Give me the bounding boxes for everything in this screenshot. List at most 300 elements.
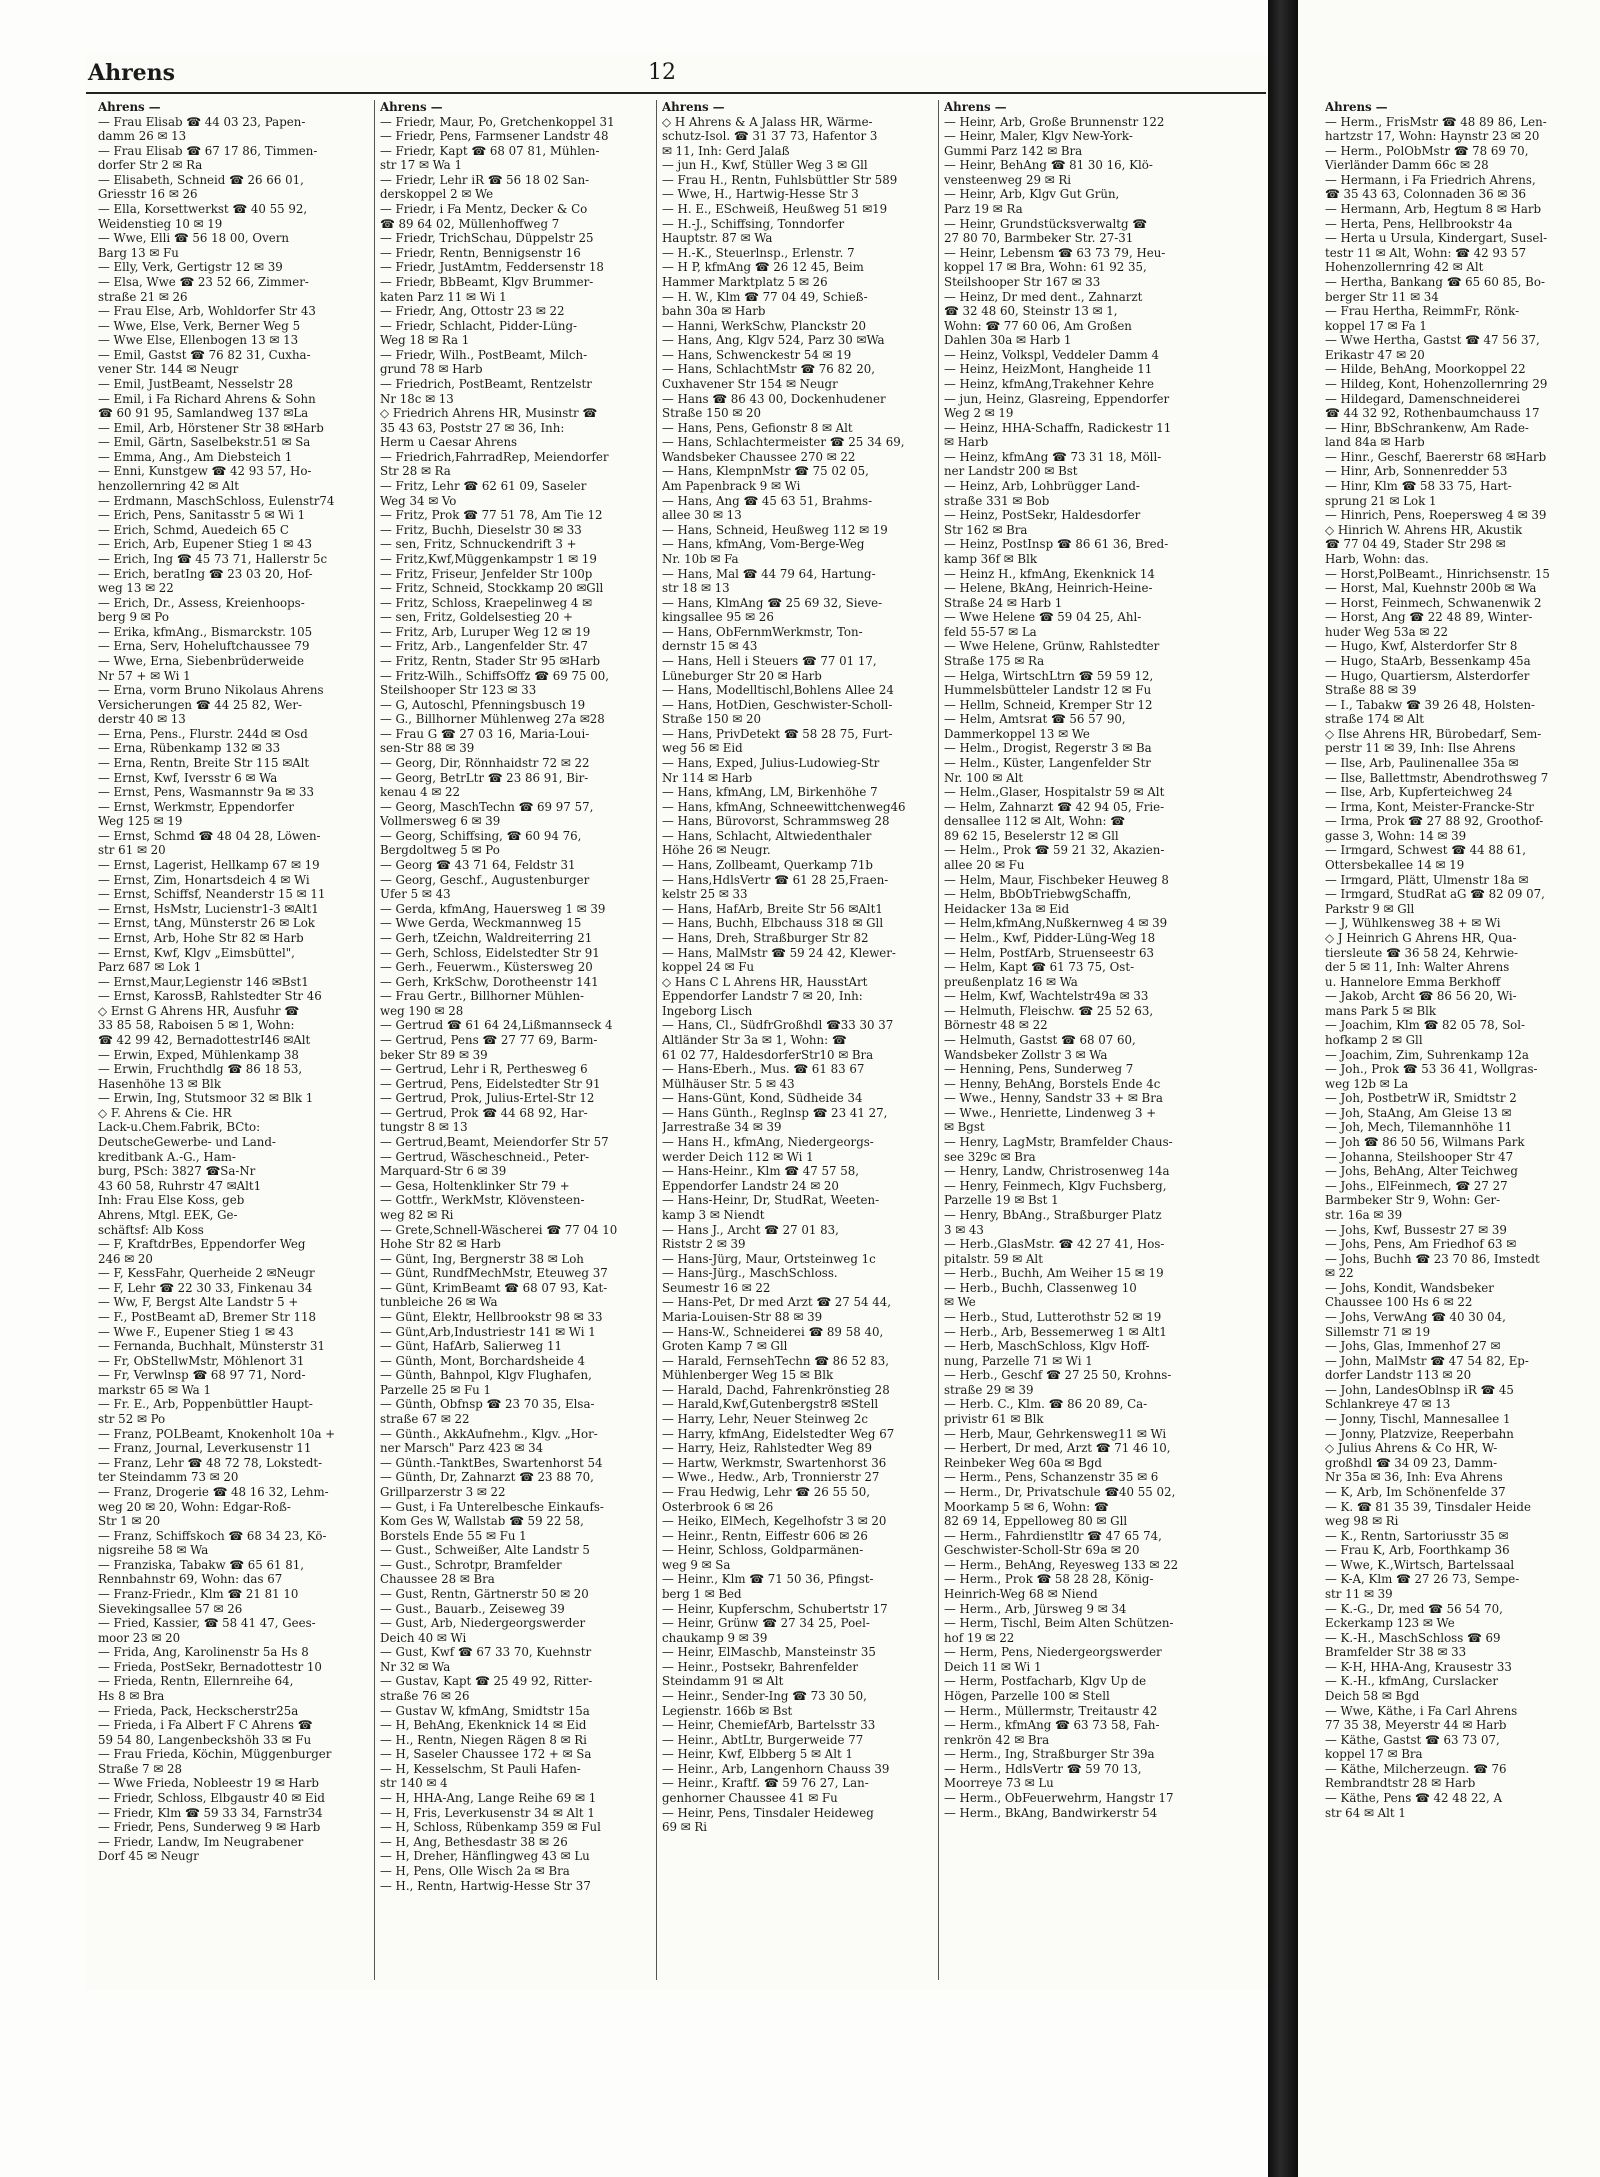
directory-entry-line: Höhe 26 ✉ Neugr. [662,843,771,858]
directory-entry-line: — Gertrud, Prok, Julius-Ertel-Str 12 [380,1091,595,1106]
directory-entry-line: — Fritz, Rentn, Stader Str 95 ✉Harb [380,653,601,668]
directory-entry-line: — Harald,Kwf,Gutenbergstr8 ✉Stell [662,1397,879,1412]
directory-entry-line: — Friedr, Landw, Im Neugrabener [98,1834,304,1849]
directory-entry-line: Eppendorfer Landstr 7 ✉ 20, Inh: [662,989,863,1004]
directory-entry-line: tiersleute ☎ 36 58 24, Kehrwie- [1325,945,1519,960]
directory-entry-line: ◇ J Heinrich G Ahrens HR, Qua- [1325,930,1517,945]
directory-entry-line: Vollmersweg 6 ✉ 39 [380,814,501,829]
directory-entry-line: — Horst,PolBeamt., Hinrichsenstr. 15 [1325,566,1550,581]
directory-entry-line: — Joh ☎ 86 50 56, Wilmans Park [1325,1135,1525,1150]
directory-entry-line: ner Marsch" Parz 423 ✉ 34 [380,1441,544,1456]
directory-entry-line: — Günth., AkkAufnehm., Klgv. „Hor- [380,1426,598,1441]
directory-entry-line: — Hans H., kfmAng, Niedergeorgs- [662,1135,874,1150]
directory-entry-line: — Wwe Gerda, Weckmannweg 15 [380,916,582,931]
directory-entry-line: — Herm., Arb, Jürsweg 9 ✉ 34 [944,1601,1127,1616]
directory-entry-line: — Heinr, Schloss, Goldparmänen- [662,1543,864,1558]
directory-entry-line: — H, Schloss, Rübenkamp 359 ✉ Ful [380,1820,601,1835]
directory-entry-line: — Ernst, Werkmstr, Eppendorfer [98,799,295,814]
directory-entry-line: — Elsa, Wwe ☎ 23 52 66, Zimmer- [98,274,309,289]
directory-entry-line: Barmbeker Str 9, Wohn: Ger- [1325,1193,1501,1208]
directory-entry-line: Parzelle 19 ✉ Bst 1 [944,1193,1059,1208]
directory-entry-line: — Gust., Schrotpr, Bramfelder [380,1557,562,1572]
directory-entry-line: — Hans J., Archt ☎ 27 01 83, [662,1222,839,1237]
directory-entry-line: Legienstr. 166b ✉ Bst [662,1703,793,1718]
directory-entry-line: — Herm., Fahrdienstltr ☎ 47 65 74, [944,1528,1162,1543]
directory-entry-line: — Herb, Maur, Gehrkensweg11 ✉ Wi [944,1426,1167,1441]
column-heading: Ahrens — [1325,100,1388,114]
directory-entry-line: Hasenhöhe 13 ✉ Blk [98,1076,221,1091]
directory-entry-line: Parz 19 ✉ Ra [944,202,1023,217]
directory-entry-line: — Hans-W., Schneiderei ☎ 89 58 40, [662,1324,884,1339]
directory-entry-line: — Emil, JustBeamt, Nesselstr 28 [98,376,293,391]
directory-entry-line: — Wwe F., Eupener Stieg 1 ✉ 43 [98,1324,294,1339]
directory-entry-line: werder Deich 112 ✉ Wi 1 [662,1149,814,1164]
directory-entry-line: Vierländer Damm 66c ✉ 28 [1325,158,1489,173]
directory-entry-line: mans Park 5 ✉ Blk [1325,1003,1437,1018]
directory-entry-line: — Heinr, Kwf, Elbberg 5 ✉ Alt 1 [662,1747,853,1762]
directory-entry-line: genhorner Chaussee 41 ✉ Fu [662,1791,838,1806]
directory-entry-line: grund 78 ✉ Harb [380,362,483,377]
directory-entry-line: hartzstr 17, Wohn: Haynstr 23 ✉ 20 [1325,129,1540,144]
directory-entry-line: Parz 687 ✉ Lok 1 [98,960,202,975]
directory-entry-line: — Heinr., Sender-Ing ☎ 73 30 50, [662,1689,867,1704]
directory-entry-line: — Johs, Pens, Am Friedhof 63 ✉ [1325,1237,1517,1252]
directory-entry-line: Hummelsbütteler Landstr 12 ✉ Fu [944,683,1152,698]
directory-entry-line: — Wwe Frieda, Nobleestr 19 ✉ Harb [98,1776,319,1791]
directory-entry-line: — Gerh, Schloss, Eidelstedter Str 91 [380,945,600,960]
directory-entry-line: Inh: Frau Else Koss, geb [98,1193,245,1208]
directory-entry-line: — Heinz, PostInsp ☎ 86 61 36, Bred- [944,537,1169,552]
directory-entry-line: — Ernst, Schiffsf, Neanderstr 15 ✉ 11 [98,887,326,902]
directory-entry-line: — sen, Fritz, Schnuckendrift 3 + [380,537,577,552]
directory-entry-line: — K.-H., MaschSchloss ☎ 69 [1325,1630,1501,1645]
directory-entry-line: — Fritz, Schloss, Kraepelinweg 4 ✉ [380,595,593,610]
directory-entry-line: — Helm, BbObTriebwgSchaffn, [944,887,1132,902]
directory-entry-line: — Fr, Verwlnsp ☎ 68 97 71, Nord- [98,1368,306,1383]
directory-entry-line: — Frau Elisab ☎ 67 17 86, Timmen- [98,143,318,158]
directory-entry-line: Heidacker 13a ✉ Eid [944,901,1070,916]
directory-entry-line: — Frau Elisab ☎ 44 03 23, Papen- [98,114,306,129]
directory-entry-line: — Gust, Kwf ☎ 67 33 70, Kuehnstr [380,1645,592,1660]
directory-entry-line: 3 ✉ 43 [944,1222,984,1237]
directory-entry-line: — Helga, WirtschLtrn ☎ 59 59 12, [944,668,1154,683]
directory-entry-line: — H.-K., Steuerlnsp., Erlenstr. 7 [662,245,855,260]
directory-entry-line: Lack-u.Chem.Fabrik, BCto: [98,1120,261,1135]
directory-entry-line: — Heinr, Kupferschm, Schubertstr 17 [662,1601,888,1616]
directory-entry-line: — Heinr, Grünw ☎ 27 34 25, Poel- [662,1616,870,1631]
directory-entry-line: — Herb. C., Klm. ☎ 86 20 89, Ca- [944,1397,1148,1412]
directory-entry-line: — Hartw, Werkmstr, Swartenhorst 36 [662,1455,887,1470]
directory-entry-line: Nr. 10b ✉ Fa [662,551,739,566]
directory-entry-line: — H, BehAng, Ekenknick 14 ✉ Eid [380,1718,587,1733]
directory-entry-line: — Frau K, Arb, Foorthkamp 36 [1325,1543,1510,1558]
directory-entry-line: — Franz-Friedr., Klm ☎ 21 81 10 [98,1586,299,1601]
directory-entry-line: — Hans, Modelltischl,Bohlens Allee 24 [662,683,894,698]
directory-entry-line: — K.-G., Dr, med ☎ 56 54 70, [1325,1601,1503,1616]
directory-entry-line: — Hildegard, Damenschneiderei [1325,391,1520,406]
directory-entry-line: — Hinr, Arb, Sonnenredder 53 [1325,464,1508,479]
directory-entry-line: — Günt,Arb,Industriestr 141 ✉ Wi 1 [380,1324,596,1339]
directory-entry-line: gasse 3, Wohn: 14 ✉ 39 [1325,828,1467,843]
directory-entry-line: — Erika, kfmAng., Bismarckstr. 105 [98,624,313,639]
directory-entry-line: Str 1 ✉ 20 [98,1514,161,1529]
directory-entry-line: schutz-Isol. ☎ 31 37 73, Hafentor 3 [662,129,878,144]
directory-entry-line: — Hans, Schneid, Heußweg 112 ✉ 19 [662,522,888,537]
directory-entry-line: Marquard-Str 6 ✉ 39 [380,1164,507,1179]
directory-entry-line: — Heinr, ChemiefArb, Bartelsstr 33 [662,1718,876,1733]
directory-entry-line: hofkamp 2 ✉ Gll [1325,1033,1423,1047]
directory-entry-line: — K., Rentn, Sartoriusstr 35 ✉ [1325,1528,1509,1543]
directory-entry-line: — Fritz, Schneid, Stockkamp 20 ✉Gll [380,581,604,596]
directory-entry-line: str 11 ✉ 39 [1325,1586,1393,1601]
directory-entry-line: der 5 ✉ 11, Inh: Walter Ahrens [1325,960,1510,975]
directory-entry-line: — Herb., Geschf ☎ 27 25 50, Krohns- [944,1368,1172,1383]
directory-entry-line: renkrön 42 ✉ Bra [944,1732,1050,1747]
directory-entry-line: Lüneburger Str 20 ✉ Harb [662,668,822,683]
directory-entry-line: Dammerkoppel 13 ✉ We [944,726,1090,741]
directory-column-4 [944,100,1216,1980]
directory-entry-line: derskoppel 2 ✉ We [380,187,494,202]
directory-entry-line: 61 02 77, HaldesdorferStr10 ✉ Bra [662,1047,874,1062]
header-rule [86,92,1266,94]
directory-entry-line: Eckerkamp 123 ✉ We [1325,1616,1455,1631]
directory-entry-line: ◇ F. Ahrens & Cie. HR [98,1105,232,1120]
directory-entry-line: — Frieda, Rentn, Ellernreihe 64, [98,1674,294,1689]
directory-entry-line: Geschwister-Scholl-Str 69a ✉ 20 [944,1543,1140,1558]
directory-entry-line: Kom Ges W, Wallstab ☎ 59 22 58, [380,1514,584,1529]
directory-entry-line: — Heinr, BehAng ☎ 81 30 16, Klö- [944,158,1153,173]
directory-entry-line: — Heinr, Arb, Klgv Gut Grün, [944,187,1120,202]
directory-entry-line: ◇ Ernst G Ahrens HR, Ausfuhr ☎ [98,1003,300,1018]
directory-entry-line: — Fr. E., Arb, Poppenbüttler Haupt- [98,1397,313,1412]
directory-entry-line: — Käthe, Gastst ☎ 63 73 07, [1325,1732,1500,1747]
directory-entry-line: — Harald, FernsehTechn ☎ 86 52 83, [662,1353,889,1368]
directory-entry-line: katen Parz 11 ✉ Wi 1 [380,289,507,304]
directory-entry-line: — Gerh, KrkSchw, Dorotheenstr 141 [380,974,599,989]
directory-entry-line: Steilshooper Str 167 ✉ 33 [944,274,1101,289]
directory-entry-line: — Herm., ObFeuerwehrm, Hangstr 17 [944,1791,1174,1806]
directory-entry-line: — Wwe Else, Ellenbogen 13 ✉ 13 [98,333,299,348]
directory-entry-line: sen-Str 88 ✉ 39 [380,741,475,756]
directory-entry-line: — Friedr, Pens, Farmsener Landstr 48 [380,129,609,144]
directory-entry-line: Barg 13 ✉ Fu [98,245,179,260]
directory-entry-line: — Johs, Kwf, Bussestr 27 ✉ 39 [1325,1222,1507,1237]
directory-entry-line: Dahlen 30a ✉ Harb 1 [944,333,1072,348]
directory-entry-line: ◇ Hinrich W. Ahrens HR, Akustik [1325,522,1523,537]
directory-entry-line: — Erich, Schmd, Auedeich 65 C [98,522,289,537]
directory-entry-line: — Wwe Helene, Grünw, Rahlstedter [944,639,1160,654]
directory-entry-line: Straße 150 ✉ 20 [662,406,762,421]
directory-entry-line: Straße 24 ✉ Harb 1 [944,595,1063,610]
directory-entry-line: — Hans, HotDien, Geschwister-Scholl- [662,697,893,712]
directory-entry-line: — Georg, BetrLtr ☎ 23 86 91, Bir- [380,770,589,785]
directory-entry-line: — Jakob, Archt ☎ 86 56 20, Wi- [1325,989,1517,1004]
directory-entry-line: Schlankreye 47 ✉ 13 [1325,1397,1451,1412]
directory-entry-line: — Ilse, Ballettmstr, Abendrothsweg 7 [1325,770,1549,785]
directory-entry-line: Parkstr 9 ✉ Gll [1325,901,1415,916]
directory-entry-line: — Fritz, Arb, Luruper Weg 12 ✉ 19 [380,624,591,639]
directory-entry-line: — K-H, HHA-Ang, Krausestr 33 [1325,1659,1512,1674]
directory-entry-line: — Harry, Lehr, Neuer Steinweg 2c [662,1412,868,1427]
directory-entry-line: Nr 32 ✉ Wa [380,1659,451,1674]
directory-entry-line: — Herm, Postfacharb, Klgv Up de [944,1674,1147,1689]
directory-entry-line: Steindamm 91 ✉ Alt [662,1674,784,1689]
directory-entry-line: — Hans, HafArb, Breite Str 56 ✉Alt1 [662,901,883,916]
directory-entry-line: — Helm., Küster, Langenfelder Str [944,756,1151,771]
directory-entry-line: — Joh, Mech, Tilemannhöhe 11 [1325,1120,1513,1135]
directory-entry-line: — Ella, Korsettwerkst ☎ 40 55 92, [98,202,308,217]
directory-entry-line: — Hans, kfmAng, Vom-Berge-Weg [662,537,865,552]
directory-entry-line: Straße 175 ✉ Ra [944,653,1045,668]
directory-entry-line: — Friedr, i Fa Mentz, Decker & Co [380,202,588,217]
directory-entry-line: — Herm., Dr, Privatschule ☎40 55 02, [944,1484,1176,1499]
directory-entry-line: — H, Fris, Leverkusenstr 34 ✉ Alt 1 [380,1805,595,1820]
directory-entry-line: ☎ 89 64 02, Müllenhoffweg 7 [380,216,560,231]
directory-entry-line: Altländer Str 3a ✉ 1, Wohn: ☎ [662,1033,847,1047]
directory-entry-line: — Ernst, HsMstr, Lucienstr1-3 ✉Alt1 [98,901,319,916]
directory-entry-line: Weidenstieg 10 ✉ 19 [98,216,223,231]
directory-column-2 [380,100,652,1980]
directory-entry-line: — Helmuth, Fleischw. ☎ 25 52 63, [944,1003,1154,1018]
directory-entry-line: — Hans, Dreh, Straßburger Str 82 [662,930,869,945]
directory-entry-line: see 329c ✉ Bra [944,1149,1036,1164]
directory-entry-line: — Heinr, Grundstücksverwaltg ☎ [944,216,1147,231]
directory-entry-line: str 18 ✉ 13 [662,581,730,596]
directory-entry-line: — Günt, KrimBeamt ☎ 68 07 93, Kat- [380,1280,608,1295]
directory-entry-line: Rennbahnstr 69, Wohn: das 67 [98,1572,283,1587]
directory-entry-line: straße 76 ✉ 26 [380,1689,470,1704]
directory-entry-line: Chaussee 28 ✉ Bra [380,1572,495,1587]
directory-entry-line: — Johs, Buchh ☎ 23 70 86, Imstedt [1325,1251,1540,1266]
directory-entry-line: Erikastr 47 ✉ 20 [1325,347,1425,362]
directory-entry-line: — Herm., BkAng, Bandwirkerstr 54 [944,1805,1158,1820]
column-divider [656,100,657,1980]
directory-entry-line: — Friedrich,FahrradRep, Meiendorfer [380,449,609,464]
directory-entry-line: — Friedr, JustAmtm, Feddersenstr 18 [380,260,604,275]
directory-entry-line: — Emil, Gastst ☎ 76 82 31, Cuxha- [98,347,311,362]
directory-entry-line: Steilshooper Str 123 ✉ 33 [380,683,537,698]
directory-entry-line: — Ilse, Arb, Paulinenallee 35a ✉ [1325,756,1519,771]
directory-entry-line: — Franz, Journal, Leverkusenstr 11 [98,1441,312,1456]
directory-entry-line: — Friedr, Pens, Sunderweg 9 ✉ Harb [98,1820,321,1835]
directory-entry-line: — Hugo, Kwf, Alsterdorfer Str 8 [1325,639,1518,654]
directory-entry-line: Straße 88 ✉ 39 [1325,683,1417,698]
directory-entry-line: land 84a ✉ Harb [1325,435,1425,450]
directory-entry-line: ✉ Bgst [944,1120,985,1135]
directory-entry-line: sprung 21 ✉ Lok 1 [1325,493,1437,508]
directory-entry-line: — Helm., Kwf, Pidder-Lüng-Weg 18 [944,930,1156,945]
directory-column-5 [1325,100,1600,1980]
directory-entry-line: — sen, Fritz, Goldelsestieg 20 + [380,610,573,625]
directory-entry-line: — Helm.,Glaser, Hospitalstr 59 ✉ Alt [944,785,1165,800]
directory-entry-line: str 17 ✉ Wa 1 [380,158,462,173]
directory-entry-line: — Joachim, Zim, Suhrenkamp 12a [1325,1047,1529,1062]
directory-entry-line: — Heinr., Rentn, Eiffestr 606 ✉ 26 [662,1528,868,1543]
directory-entry-line: — Erich, Arb, Eupener Stieg 1 ✉ 43 [98,537,312,552]
directory-entry-line: — Joachim, Klm ☎ 82 05 78, Sol- [1325,1018,1526,1033]
directory-entry-line: Borstels Ende 55 ✉ Fu 1 [380,1528,527,1543]
directory-entry-line: Sillemstr 71 ✉ 19 [1325,1324,1431,1339]
directory-entry-line: — Hans, ObFernmWerkmstr, Ton- [662,624,863,639]
directory-entry-line: dernstr 15 ✉ 43 [662,639,758,654]
directory-entry-line: — Heinr., Klm ☎ 71 50 36, Pfingst- [662,1572,874,1587]
directory-entry-line: — Helm, PostfArb, Struenseestr 63 [944,945,1155,960]
directory-entry-line: — Emil, Arb, Hörstener Str 38 ✉Harb [98,420,324,435]
bottom-margin [0,1990,1268,2177]
directory-entry-line: — Henry, Landw, Christrosenweg 14a [944,1164,1170,1179]
directory-entry-line: weg 20 ✉ 20, Wohn: Edgar-Roß- [98,1499,291,1514]
directory-entry-line: — Jonny, Platzvize, Reeperbahn [1325,1426,1514,1441]
directory-entry-line: — Irmgard, Schwest ☎ 44 88 61, [1325,843,1526,858]
directory-entry-line: privistr 61 ✉ Blk [944,1412,1044,1427]
directory-entry-line: — Günt, HafArb, Salierweg 11 [380,1339,562,1354]
directory-entry-line: — Frau Hertha, ReimmFr, Rönk- [1325,304,1520,319]
directory-entry-line: — Herb., Stud, Lutterothstr 52 ✉ 19 [944,1309,1162,1324]
column-heading: Ahrens — [98,100,161,114]
directory-entry-line: Griesstr 16 ✉ 26 [98,187,198,202]
directory-entry-line: — G., Billhorner Mühlenweg 27a ✉28 [380,712,605,727]
directory-entry-line: koppel 24 ✉ Fu [662,960,755,975]
directory-entry-line: — Emil, Gärtn, Saselbekstr.51 ✉ Sa [98,435,311,450]
directory-entry-line: 246 ✉ 20 [98,1251,153,1266]
directory-entry-line: — Gottfr., WerkMstr, Klövensteen- [380,1193,585,1208]
directory-entry-line: — Irmgard, Plätt, Ulmenstr 18a ✉ [1325,872,1529,887]
directory-entry-line: weg 12b ✉ La [1325,1076,1409,1091]
directory-entry-line: — H P, kfmAng ☎ 26 12 45, Beim [662,260,864,275]
directory-entry-line: 89 62 15, Beselerstr 12 ✉ Gll [944,828,1119,843]
directory-entry-line: — Henning, Pens, Sunderweg 7 [944,1062,1134,1077]
directory-entry-line: — Wwe., Henriette, Lindenweg 3 + [944,1105,1157,1120]
directory-entry-line: — Helm,kfmAng,Nußkernweg 4 ✉ 39 [944,916,1168,931]
directory-entry-line: Parzelle 25 ✉ Fu 1 [380,1382,491,1397]
directory-entry-line: — Wwe, H., Hartwig-Hesse Str 3 [662,187,859,202]
directory-entry-line: — Herbert, Dr med, Arzt ☎ 71 46 10, [944,1441,1171,1456]
directory-entry-line: henzollernring 42 ✉ Alt [98,479,239,494]
directory-entry-line: berg 1 ✉ Bed [662,1586,742,1601]
directory-entry-line: testr 11 ✉ Alt, Wohn: ☎ 42 93 57 [1325,245,1527,260]
directory-entry-line: — Ernst,Maur,Legienstr 146 ✉Bst1 [98,974,309,989]
directory-entry-line: Mühlenberger Weg 15 ✉ Blk [662,1368,834,1383]
directory-entry-line: — Günt, Ing, Bergnerstr 38 ✉ Loh [380,1251,584,1266]
directory-entry-line: — G, Autoschl, Pfenningsbusch 19 [380,697,586,712]
directory-entry-line: — Irmgard, StudRat aG ☎ 82 09 07, [1325,887,1545,902]
directory-entry-line: — jun, Heinz, Glasreing, Eppendorfer [944,391,1170,406]
directory-entry-line: DeutscheGewerbe- und Land- [98,1135,276,1150]
directory-entry-line: — Herm, Pens, Niedergeorgswerder [944,1645,1162,1660]
directory-entry-line: Jarrestraße 34 ✉ 39 [662,1120,782,1135]
directory-entry-line: — Ilse, Arb, Kupferteichweg 24 [1325,785,1513,800]
directory-entry-line: Seumestr 16 ✉ 22 [662,1280,771,1295]
directory-entry-line: Heinrich-Weg 68 ✉ Niend [944,1586,1098,1601]
directory-entry-line: — Erna, vorm Bruno Nikolaus Ahrens [98,683,324,698]
directory-entry-line: — Friedr, Schlacht, Pidder-Lüng- [380,318,578,333]
directory-entry-line: Deich 58 ✉ Bgd [1325,1689,1420,1704]
directory-entry-line: — Herm., FrisMstr ☎ 48 89 86, Len- [1325,114,1547,129]
directory-entry-line: — Ernst, Arb, Hohe Str 82 ✉ Harb [98,930,304,945]
directory-entry-line: densallee 112 ✉ Alt, Wohn: ☎ [944,814,1125,829]
directory-entry-line: 69 ✉ Ri [662,1820,708,1835]
directory-entry-line: — Günt, RundfMechMstr, Eteuweg 37 [380,1266,608,1281]
directory-entry-line: — Friedrich, PostBeamt, Rentzelstr [380,376,592,391]
directory-entry-line: — Wwe Helene ☎ 59 04 25, Ahl- [944,610,1142,625]
directory-entry-line: — Hans, Buchh, Elbchauss 318 ✉ Gll [662,916,884,931]
directory-entry-line: — Gesa, Holtenklinker Str 79 + [380,1178,570,1193]
directory-entry-line: — Hans, KlempnMstr ☎ 75 02 05, [662,464,869,479]
directory-entry-line: — Heinz, Dr med dent., Zahnarzt [944,289,1143,304]
directory-entry-line: — Herb, MaschSchloss, Klgv Hoff- [944,1339,1150,1354]
directory-entry-line: — H. E., ESchweiß, Heußweg 51 ✉19 [662,202,888,217]
directory-entry-line: kamp 36f ✉ Blk [944,551,1038,566]
directory-entry-line: straße 67 ✉ 22 [380,1412,470,1427]
directory-entry-line: Hs 8 ✉ Bra [98,1689,165,1704]
directory-entry-line: kelstr 25 ✉ 33 [662,887,748,902]
page-number: 12 [648,60,676,85]
directory-entry-line: — Hinr, BbSchrankenw, Am Rade- [1325,420,1529,435]
directory-entry-line: — Gertrud, Lehr i R, Perthesweg 6 [380,1062,588,1077]
directory-entry-line: str 64 ✉ Alt 1 [1325,1805,1406,1820]
directory-entry-line: nung, Parzelle 71 ✉ Wi 1 [944,1353,1093,1368]
directory-entry-line: — Henry, BbAng., Straßburger Platz [944,1207,1162,1222]
book-gutter [1268,0,1298,2177]
directory-entry-line: Versicherungen ☎ 44 25 82, Wer- [98,697,303,712]
directory-entry-line: koppel 17 ✉ Bra, Wohn: 61 92 35, [944,260,1147,275]
directory-entry-line: — Hans, Hell i Steuers ☎ 77 01 17, [662,653,877,668]
directory-entry-line: tungstr 8 ✉ 13 [380,1120,468,1135]
directory-entry-line: Deich 40 ✉ Wi [380,1630,467,1645]
directory-entry-line: berg 9 ✉ Po [98,610,169,625]
directory-entry-line: — Ernst, tAng, Münsterstr 26 ✉ Lok [98,916,315,931]
directory-entry-line: Weg 18 ✉ Ra 1 [380,333,470,348]
directory-entry-line: damm 26 ✉ 13 [98,129,187,144]
directory-entry-line: Weg 2 ✉ 19 [944,406,1014,421]
directory-entry-line: — I., Tabakw ☎ 39 26 48, Holsten- [1325,697,1536,712]
directory-entry-line: — H.-J., Schiffsing, Tonndorfer [662,216,845,231]
directory-entry-line: Ingeborg Lisch [662,1003,753,1018]
directory-entry-line: chaukamp 9 ✉ 39 [662,1630,768,1645]
directory-entry-line: — Herm., kfmAng ☎ 63 73 58, Fah- [944,1718,1160,1733]
directory-entry-line: — H., Rentn, Niegen Rägen 8 ✉ Ri [380,1732,587,1747]
directory-entry-line: — Gertrud, Wäscheschneid., Peter- [380,1149,590,1164]
directory-entry-line: — Helm, Amtsrat ☎ 56 57 90, [944,712,1126,727]
directory-entry-line: — Fritz, Arb., Langenfelder Str. 47 [380,639,588,654]
directory-entry-line: — Hans, MalMstr ☎ 59 24 42, Klewer- [662,945,896,960]
directory-entry-line: — Fritz, Prok ☎ 77 51 78, Am Tie 12 [380,508,603,523]
directory-entry-line: — Gustav, Kapt ☎ 25 49 92, Ritter- [380,1674,593,1689]
directory-entry-line: — Fr, ObStellwMstr, Möhlenort 31 [98,1353,305,1368]
directory-entry-line: — Friedr, TrichSchau, Düppelstr 25 [380,231,594,246]
directory-entry-line: — Erwin, Fruchthdlg ☎ 86 18 53, [98,1062,303,1077]
directory-entry-line: Mülhäuser Str. 5 ✉ 43 [662,1076,795,1091]
directory-entry-line: — Herb.,GlasMstr. ☎ 42 27 41, Hos- [944,1237,1165,1252]
directory-entry-line: — Hermann, i Fa Friedrich Ahrens, [1325,172,1536,187]
directory-entry-line: — Gertrud, Prok ☎ 44 68 92, Har- [380,1105,588,1120]
directory-entry-line: — Hinr., Geschf, Baererstr 68 ✉Harb [1325,449,1547,464]
directory-entry-line: — Heinz, Volkspl, Veddeler Damm 4 [944,347,1160,362]
directory-entry-line: — Hans, Ang, Klgv 524, Parz 30 ✉Wa [662,333,885,348]
directory-entry-line: — Horst, Ang ☎ 22 48 89, Winter- [1325,610,1533,625]
directory-entry-line: — Hans, Schwenckestr 54 ✉ 19 [662,347,852,362]
directory-entry-line: Sievekingsallee 57 ✉ 26 [98,1601,243,1616]
directory-entry-line: — Herta, Pens, Hellbrookstr 4a [1325,216,1513,231]
directory-entry-line: — Jonny, Tischl, Mannesallee 1 [1325,1412,1511,1427]
directory-entry-line: — Heinr, Pens, Tinsdaler Heideweg [662,1805,874,1820]
directory-entry-line: 33 85 58, Raboisen 5 ✉ 1, Wohn: [98,1018,295,1033]
directory-entry-line: dorfer Landstr 113 ✉ 20 [1325,1368,1472,1383]
directory-entry-line: Bergdoltweg 5 ✉ Po [380,843,500,858]
directory-entry-line: — Herm., Pens, Schanzenstr 35 ✉ 6 [944,1470,1159,1485]
directory-entry-line: — Franz, Drogerie ☎ 48 16 32, Lehm- [98,1484,329,1499]
directory-entry-line: — Irma, Prok ☎ 27 88 92, Groothof- [1325,814,1544,829]
